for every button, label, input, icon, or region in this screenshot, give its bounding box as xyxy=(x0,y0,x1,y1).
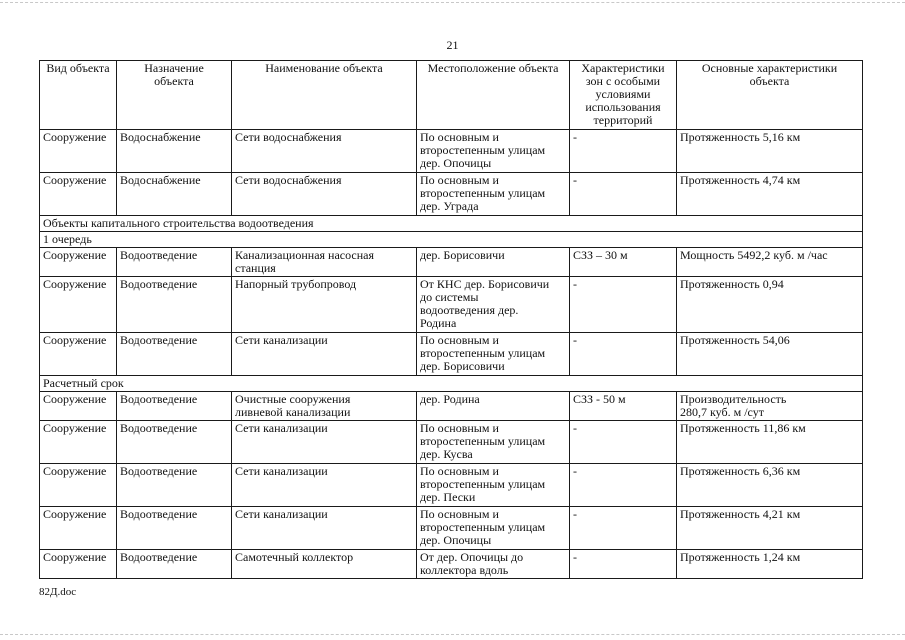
section-row xyxy=(40,232,863,248)
header-object-type: Вид объекта xyxy=(40,61,117,130)
cell-purpose: Водоотведение xyxy=(117,421,232,464)
cell-purpose: Водоотведение xyxy=(117,507,232,550)
cell-object-type: Сооружение xyxy=(40,464,117,507)
cell-characteristics: Протяженность 0,94 xyxy=(677,277,863,333)
cell-name: Канализационная насосная станция xyxy=(232,248,417,277)
cell-zones: - xyxy=(570,333,677,376)
cell-characteristics: Протяженность 4,21 км xyxy=(677,507,863,550)
cell-object-type: Сооружение xyxy=(40,277,117,333)
scan-edge-top xyxy=(0,2,905,3)
cell-zones: - xyxy=(570,550,677,579)
cell-name: Сети канализации xyxy=(232,421,417,464)
cell-object-type: Сооружение xyxy=(40,130,117,173)
cell-zones: - xyxy=(570,130,677,173)
header-object-purpose: Назначение объекта xyxy=(117,61,232,130)
cell-zones: СЗЗ - 50 м xyxy=(570,392,677,421)
cell-location: От КНС дер. Борисовичи до системы водоотведения дер. Родина xyxy=(417,277,570,333)
cell-name: Самотечный коллектор xyxy=(232,550,417,579)
cell-object-type: Сооружение xyxy=(40,392,117,421)
cell-purpose: Водоотведение xyxy=(117,464,232,507)
cell-purpose: Водоотведение xyxy=(117,248,232,277)
cell-location: По основным и второстепенным улицам дер. Опочицы xyxy=(417,507,570,550)
cell-object-type: Сооружение xyxy=(40,333,117,376)
cell-name: Напорный трубопровод xyxy=(232,277,417,333)
cell-purpose: Водоотведение xyxy=(117,277,232,333)
header-main-characteristics: Основные характеристики объекта xyxy=(677,61,863,130)
cell-location: По основным и второстепенным улицам дер. Кусва xyxy=(417,421,570,464)
cell-purpose: Водоснабжение xyxy=(117,130,232,173)
table-row xyxy=(40,392,863,421)
scan-edge-bottom xyxy=(0,634,905,635)
table-row xyxy=(40,277,863,333)
cell-characteristics: Протяженность 6,36 км xyxy=(677,464,863,507)
cell-location: дер. Борисовичи xyxy=(417,248,570,277)
table-row xyxy=(40,173,863,216)
cell-purpose: Водоотведение xyxy=(117,550,232,579)
page-number: 21 xyxy=(446,38,459,52)
cell-location: По основным и второстепенным улицам дер. Уграда xyxy=(417,173,570,216)
cell-zones: - xyxy=(570,173,677,216)
cell-zones: - xyxy=(570,464,677,507)
cell-characteristics: Протяженность 4,74 км xyxy=(677,173,863,216)
cell-characteristics: Протяженность 11,86 км xyxy=(677,421,863,464)
table-row xyxy=(40,507,863,550)
cell-location: По основным и второстепенным улицам дер. Борисовичи xyxy=(417,333,570,376)
table-row xyxy=(40,248,863,277)
cell-object-type: Сооружение xyxy=(40,248,117,277)
cell-name: Очистные сооружения ливневой канализации xyxy=(232,392,417,421)
objects-table xyxy=(39,60,863,579)
header-special-zones: Характеристики зон с особыми условиями использования территорий xyxy=(570,61,677,130)
cell-location: По основным и второстепенным улицам дер. Опочицы xyxy=(417,130,570,173)
cell-characteristics: Мощность 5492,2 куб. м /час xyxy=(677,248,863,277)
cell-location: дер. Родина xyxy=(417,392,570,421)
section-row xyxy=(40,216,863,232)
cell-purpose: Водоотведение xyxy=(117,392,232,421)
section-title: Объекты капитального строительства водоотведения xyxy=(40,216,863,232)
cell-purpose: Водоотведение xyxy=(117,333,232,376)
cell-object-type: Сооружение xyxy=(40,550,117,579)
cell-name: Сети канализации xyxy=(232,507,417,550)
cell-zones: - xyxy=(570,421,677,464)
cell-name: Сети водоснабжения xyxy=(232,173,417,216)
table-row xyxy=(40,550,863,579)
cell-characteristics: Протяженность 1,24 км xyxy=(677,550,863,579)
cell-characteristics: Производительность 280,7 куб. м /сут xyxy=(677,392,863,421)
table-header-row xyxy=(40,61,863,130)
table-row xyxy=(40,333,863,376)
cell-location: От дер. Опочицы до коллектора вдоль xyxy=(417,550,570,579)
cell-zones: - xyxy=(570,277,677,333)
cell-object-type: Сооружение xyxy=(40,421,117,464)
cell-location: По основным и второстепенным улицам дер. Пески xyxy=(417,464,570,507)
section-title: 1 очередь xyxy=(40,232,863,248)
cell-purpose: Водоснабжение xyxy=(117,173,232,216)
cell-name: Сети канализации xyxy=(232,333,417,376)
table-row xyxy=(40,421,863,464)
cell-zones: СЗЗ – 30 м xyxy=(570,248,677,277)
header-object-name: Наименование объекта xyxy=(232,61,417,130)
section-title: Расчетный срок xyxy=(40,376,863,392)
cell-zones: - xyxy=(570,507,677,550)
document-filename: 82Д.doc xyxy=(39,586,77,598)
cell-object-type: Сооружение xyxy=(40,173,117,216)
cell-characteristics: Протяженность 5,16 км xyxy=(677,130,863,173)
cell-object-type: Сооружение xyxy=(40,507,117,550)
section-row xyxy=(40,376,863,392)
cell-name: Сети водоснабжения xyxy=(232,130,417,173)
table-row xyxy=(40,464,863,507)
header-object-location: Местоположение объекта xyxy=(417,61,570,130)
cell-characteristics: Протяженность 54,06 xyxy=(677,333,863,376)
table-row xyxy=(40,130,863,173)
cell-name: Сети канализации xyxy=(232,464,417,507)
